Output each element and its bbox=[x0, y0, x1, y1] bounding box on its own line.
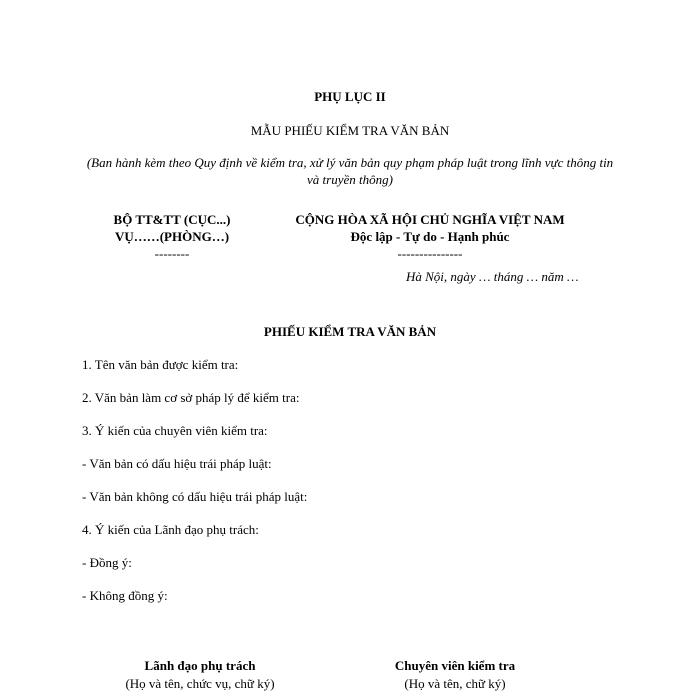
item-document-name: 1. Tên văn bản được kiểm tra: bbox=[82, 357, 239, 372]
staff-signature-block bbox=[365, 657, 545, 693]
item-violation-sign: - Văn bản có dấu hiệu trái pháp luật: bbox=[82, 456, 272, 471]
lead-signature-block bbox=[110, 657, 290, 693]
republic-name: CỘNG HÒA XÃ HỘI CHỦ NGHĨA VIỆT NAM bbox=[295, 212, 565, 227]
item-legal-basis: 2. Văn bản làm cơ sở pháp lý để kiểm tra: bbox=[82, 390, 300, 405]
lead-signature-note: (Họ và tên, chức vụ, chữ ký) bbox=[125, 676, 275, 691]
item-lead-opinion: 4. Ý kiến của Lãnh đạo phụ trách: bbox=[82, 522, 259, 537]
date-line: Hà Nội, ngày … tháng … năm … bbox=[406, 269, 579, 284]
item-disagree: - Không đồng ý: bbox=[82, 588, 168, 603]
ministry-divider: -------- bbox=[154, 246, 190, 261]
item-staff-opinion: 3. Ý kiến của chuyên viên kiểm tra: bbox=[82, 423, 268, 438]
lead-signature-title: Lãnh đạo phụ trách bbox=[144, 658, 256, 673]
national-motto: Độc lập - Tự do - Hạnh phúc bbox=[350, 229, 510, 244]
republic-divider: --------------- bbox=[397, 246, 463, 261]
item-agree: - Đồng ý: bbox=[82, 555, 132, 570]
item-no-violation-sign: - Văn bản không có dấu hiệu trái pháp luật: bbox=[82, 489, 308, 504]
department-name: VỤ……(PHÒNG…) bbox=[114, 229, 230, 244]
staff-signature-note: (Họ và tên, chữ ký) bbox=[404, 676, 506, 691]
document-heading: PHIẾU KIỂM TRA VĂN BẢN bbox=[263, 324, 437, 339]
staff-signature-title: Chuyên viên kiểm tra bbox=[394, 658, 516, 673]
appendix-title: PHỤ LỤC II bbox=[314, 89, 386, 104]
ministry-block bbox=[82, 211, 262, 262]
form-title: MẪU PHIẾU KIỂM TRA VĂN BẢN bbox=[250, 123, 450, 138]
ministry-name: BỘ TT&TT (CỤC...) bbox=[113, 212, 231, 227]
issued-note: (Ban hành kèm theo Quy định về kiểm tra, xử lý văn bản quy phạm pháp luật trong lĩnh vực thông tin và truyền thông) bbox=[86, 155, 614, 187]
republic-block bbox=[270, 211, 590, 262]
